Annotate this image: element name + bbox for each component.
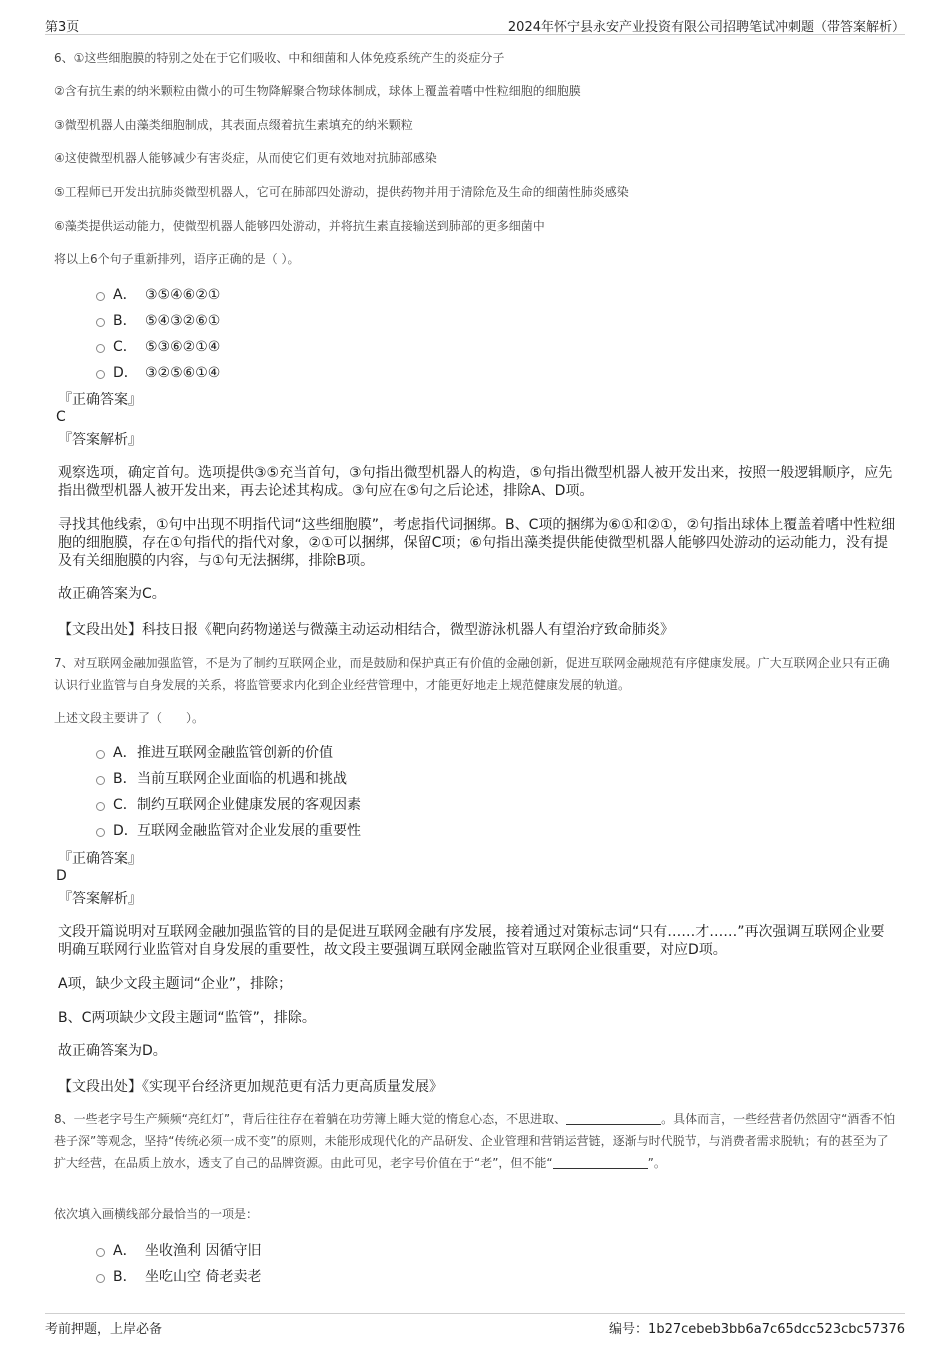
q6-option-c[interactable] bbox=[96, 336, 220, 356]
q7-analysis-3: B、C两项缺少文段主题词“监管”，排除。 bbox=[58, 1010, 316, 1026]
option-letter: C． bbox=[113, 797, 137, 813]
radio-icon[interactable] bbox=[96, 750, 105, 759]
q6-prompt: 将以上6个句子重新排列，语序正确的是（ ）。 bbox=[54, 252, 300, 266]
page-footer bbox=[45, 1313, 905, 1337]
option-text: 坐收渔利 因循守旧 bbox=[145, 1243, 262, 1259]
q6-option-b[interactable] bbox=[96, 310, 220, 330]
document-id: 编号：1b27cebeb3bb6a7c65dcc523cbc57376 bbox=[609, 1322, 905, 1337]
q8-text bbox=[54, 1108, 899, 1174]
option-letter: A． bbox=[113, 1243, 137, 1259]
option-text: 推进互联网金融监管创新的价值 bbox=[137, 745, 333, 761]
q6-source: 【文段出处】科技日报《靶向药物递送与微藻主动运动相结合，微型游泳机器人有望治疗致命肺炎》 bbox=[58, 622, 674, 638]
q6-line-5: ⑤工程师已开发出抗肺炎微型机器人，它可在肺部四处游动，提供药物并用于清除危及生命的细菌性肺炎感染 bbox=[54, 185, 629, 199]
q8-prompt: 依次填入画横线部分最恰当的一项是： bbox=[54, 1207, 259, 1221]
q7-option-c[interactable] bbox=[96, 794, 361, 814]
option-letter: B． bbox=[113, 313, 137, 329]
radio-icon[interactable] bbox=[96, 802, 105, 811]
q7-answer: D bbox=[56, 868, 67, 884]
q7-option-d[interactable] bbox=[96, 820, 361, 840]
option-text: 坐吃山空 倚老卖老 bbox=[145, 1269, 262, 1285]
q6-line-4: ④这使微型机器人能够减少有害炎症，从而使它们更有效地对抗肺部感染 bbox=[54, 151, 437, 165]
q7-analysis-4: 故正确答案为D。 bbox=[58, 1043, 167, 1059]
q8-text-part-1: 8、一些老字号生产频频“亮红灯”，背后往往存在着躺在功劳簿上睡大觉的惰怠心态，不思进取、 bbox=[54, 1112, 567, 1126]
q7-source: 【文段出处】《实现平台经济更加规范更有活力更高质量发展》 bbox=[58, 1079, 443, 1095]
q6-line-6: ⑥藻类提供运动能力，使微型机器人能够四处游动，并将抗生素直接输送到肺部的更多细菌中 bbox=[54, 219, 545, 233]
option-text: ③⑤④⑥②① bbox=[145, 287, 221, 303]
q7-answer-label: 『正确答案』 bbox=[58, 851, 142, 867]
q7-text: 7、对互联网金融加强监管，不是为了制约互联网企业，而是鼓励和保护真正有价值的金融创新，促进互联网金融规范有序健康发展。广大互联网企业只有正确认识行业监管与自身发展的关系，将监管要求内化到企业经营管理中，才能更好地走上规范健康发展的轨道。 bbox=[54, 656, 890, 692]
q7-analysis-1: 文段开篇说明对互联网金融加强监管的目的是促进互联网金融有序发展，接着通过对策标志词“只有……才……”再次强调互联网企业要明确互联网行业监管对自身发展的重要性，故文段主要强调互联网金融监管对互联网企业很重要，对应D项。 bbox=[58, 924, 885, 958]
fill-blank-1 bbox=[566, 1112, 661, 1125]
radio-icon[interactable] bbox=[96, 370, 105, 379]
radio-icon[interactable] bbox=[96, 776, 105, 785]
q8-text-part-3: ”。 bbox=[647, 1156, 666, 1170]
radio-icon[interactable] bbox=[96, 828, 105, 837]
option-letter: D． bbox=[113, 823, 138, 839]
q7-option-a[interactable] bbox=[96, 742, 333, 762]
q6-analysis-3: 故正确答案为C。 bbox=[58, 586, 166, 602]
q6-option-a[interactable] bbox=[96, 284, 220, 304]
q6-analysis-1: 观察选项，确定首句。选项提供③⑤充当首句，③句指出微型机器人的构造，⑤句指出微型机器人被开发出来，按照一般逻辑顺序，应先指出微型机器人被开发出来，再去论述其构成。③句应在⑤句之后论述，排除A、D项。 bbox=[58, 465, 893, 499]
document-title: 2024年怀宁县永安产业投资有限公司招聘笔试冲刺题（带答案解析） bbox=[507, 20, 905, 35]
q7-analysis-2: A项，缺少文段主题词“企业”，排除； bbox=[58, 976, 293, 992]
radio-icon[interactable] bbox=[96, 1248, 105, 1257]
q8-option-a[interactable] bbox=[96, 1240, 261, 1260]
option-letter: B． bbox=[113, 771, 137, 787]
q7-prompt: 上述文段主要讲了（ ）。 bbox=[54, 711, 205, 725]
page-header bbox=[45, 16, 905, 35]
option-letter: A． bbox=[113, 287, 137, 303]
option-text: ③②⑤⑥①④ bbox=[145, 365, 221, 381]
q6-line-3: ③微型机器人由藻类细胞制成，其表面点缀着抗生素填充的纳米颗粒 bbox=[54, 118, 413, 132]
radio-icon[interactable] bbox=[96, 1274, 105, 1283]
fill-blank-2 bbox=[553, 1156, 648, 1169]
option-text: ⑤④③②⑥① bbox=[145, 313, 221, 329]
q6-line-2: ②含有抗生素的纳米颗粒由微小的可生物降解聚合物球体制成，球体上覆盖着嗜中性粒细胞的细胞膜 bbox=[54, 84, 581, 98]
option-text: ⑤③⑥②①④ bbox=[145, 339, 221, 355]
q7-analysis-label: 『答案解析』 bbox=[58, 891, 142, 907]
radio-icon[interactable] bbox=[96, 292, 105, 301]
option-text: 当前互联网企业面临的机遇和挑战 bbox=[137, 771, 347, 787]
radio-icon[interactable] bbox=[96, 318, 105, 327]
q7-option-b[interactable] bbox=[96, 768, 347, 788]
q6-answer: C bbox=[56, 409, 66, 425]
page-number: 第3页 bbox=[45, 20, 80, 35]
radio-icon[interactable] bbox=[96, 344, 105, 353]
q6-analysis-2: 寻找其他线索，①句中出现不明指代词“这些细胞膜”，考虑指代词捆绑。B、C项的捆绑为⑥①和②①，②句指出球体上覆盖着嗜中性粒细胞的细胞膜，存在①句指代的指代对象，②①可以捆绑，保留C项；⑥句指出藻类提供能使微型机器人能够四处游动的运动能力，没有提及有关细胞膜的内容，与①句无法捆绑，排除B项。 bbox=[58, 517, 896, 569]
option-text: 互联网金融监管对企业发展的重要性 bbox=[137, 823, 361, 839]
q6-line-1: 6、①这些细胞膜的特别之处在于它们吸收、中和细菌和人体免疫系统产生的炎症分子 bbox=[54, 51, 505, 65]
q8-option-b[interactable] bbox=[96, 1266, 261, 1286]
option-letter: D． bbox=[113, 365, 138, 381]
q6-answer-label: 『正确答案』 bbox=[58, 392, 142, 408]
option-text: 制约互联网企业健康发展的客观因素 bbox=[137, 797, 361, 813]
footer-slogan: 考前押题，上岸必备 bbox=[45, 1322, 163, 1337]
q8-text-part-2: 。具体而言，一些经营者仍然固守“酒香不怕巷子深”等观念，坚持“传统必须一成不变”的原则，未能形成现代化的产品研发、企业管理和营销运营链，逐渐与时代脱节，与消费者需求脱轨；有的甚至为了扩大经营，在品质上放水，透支了自己的品牌资源。由此可见，老字号价值在于“老”，但不能“ bbox=[54, 1112, 896, 1170]
option-letter: A． bbox=[113, 745, 137, 761]
q6-option-d[interactable] bbox=[96, 362, 220, 382]
q6-analysis-label: 『答案解析』 bbox=[58, 432, 142, 448]
option-letter: C． bbox=[113, 339, 137, 355]
option-letter: B． bbox=[113, 1269, 137, 1285]
